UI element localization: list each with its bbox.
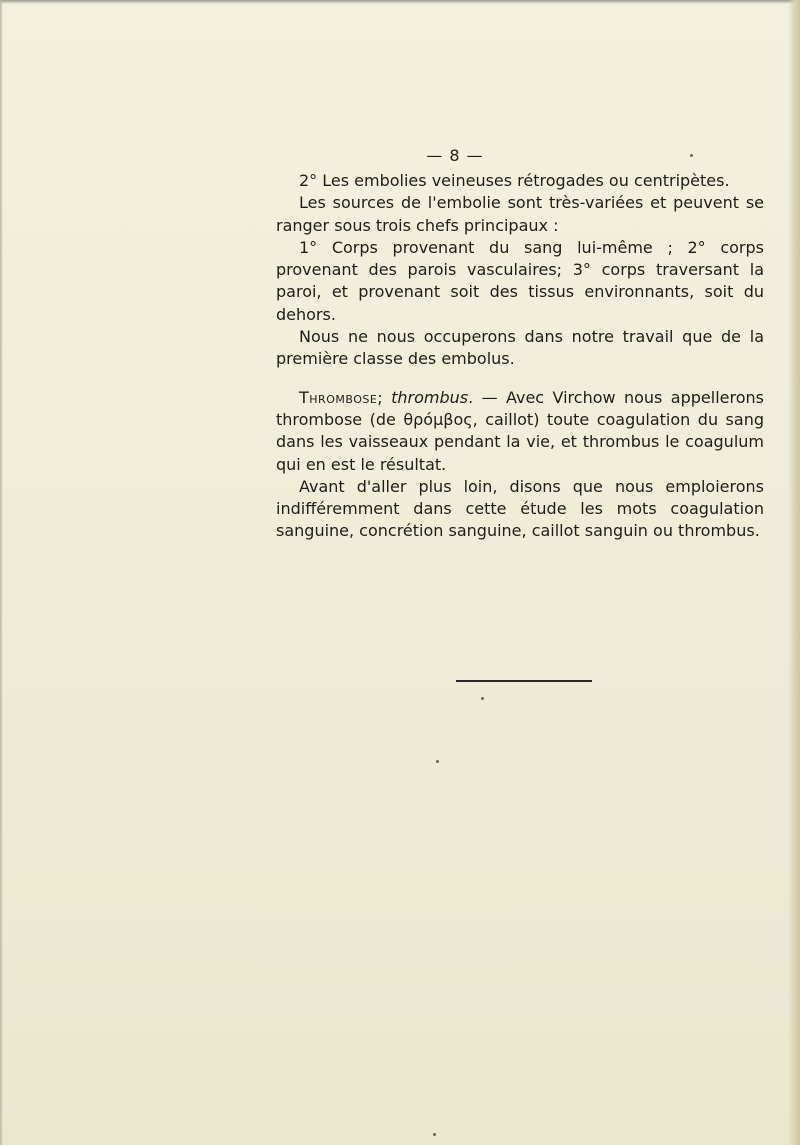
page-top-edge bbox=[0, 0, 800, 4]
paper-speck bbox=[436, 760, 439, 763]
page-right-edge bbox=[788, 0, 800, 1145]
paragraph-premiere-classe: Nous ne nous occuperons dans notre travail que de la première classe des embolus. bbox=[276, 327, 764, 369]
paper-speck bbox=[481, 697, 484, 700]
thrombose-separator: ; bbox=[377, 387, 392, 407]
section-rule bbox=[456, 680, 592, 682]
paragraph-sources-embolie: Les sources de l'embolie sont très-variées et peuvent se ranger sous trois chefs principaux : bbox=[276, 193, 764, 235]
thrombose-definition: . — Avec Virchow nous appellerons thrombose (de θρόμβος, caillot) toute coagulation du sang dans les vaisseaux pendant la vie, et thrombus le coagulum qui en est le résultat. bbox=[276, 387, 764, 474]
paragraph-corps-provenant: 1° Corps provenant du sang lui-même ; 2° corps provenant des parois vasculaires; 3° corps traversant la paroi, et provenant soit des tissus environnants, soit du dehors. bbox=[276, 237, 764, 324]
body-text bbox=[276, 170, 764, 543]
page-left-edge bbox=[0, 0, 3, 1145]
paragraph-gap bbox=[276, 371, 764, 387]
thrombose-term: Thrombose bbox=[299, 387, 378, 407]
paper-speck bbox=[433, 1133, 436, 1136]
paragraph-thrombose bbox=[276, 387, 764, 476]
paragraph-embolies-veineuses: 2° Les embolies veineuses rétrogades ou centripètes. bbox=[299, 171, 730, 190]
paper-speck bbox=[690, 154, 693, 157]
paragraph-avant-aller: Avant d'aller plus loin, disons que nous emploierons indifféremment dans cette étude les mots coagulation sanguine, concrétion sanguine, caillot sanguin ou thrombus. bbox=[276, 476, 764, 541]
page-number: — 8 — bbox=[426, 146, 484, 165]
thrombus-italic: thrombus bbox=[391, 387, 469, 407]
